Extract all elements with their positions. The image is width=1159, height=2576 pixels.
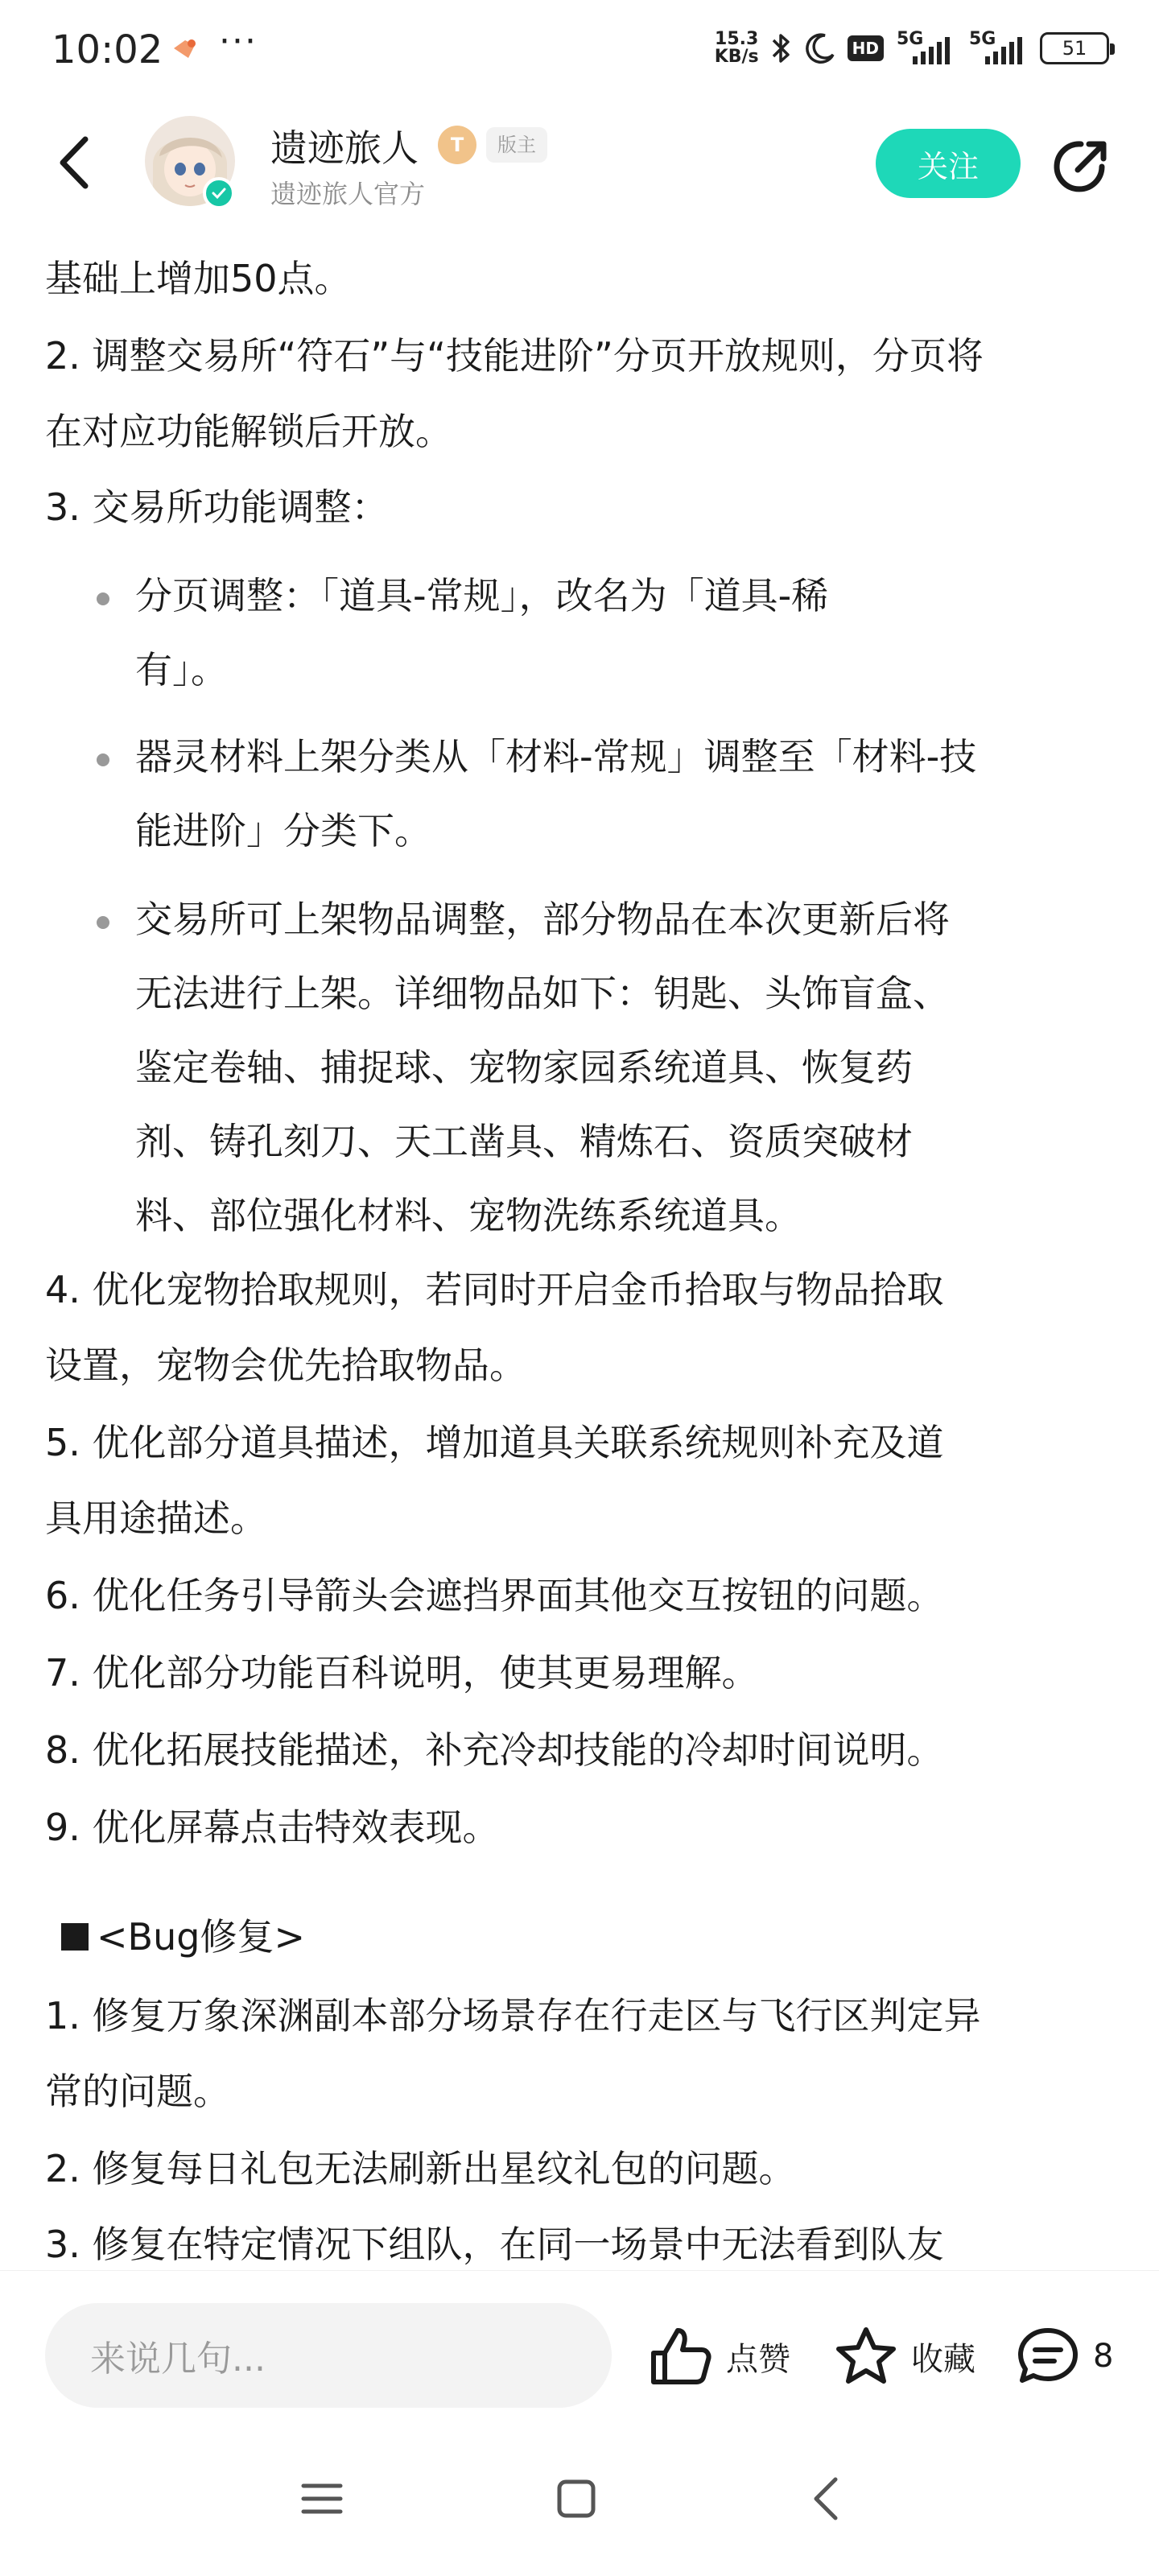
system-navigation-bar — [0, 2415, 1159, 2576]
nav-home-button[interactable] — [536, 2458, 617, 2539]
bluetooth-icon — [770, 31, 793, 66]
nav-menu-button[interactable] — [282, 2458, 362, 2539]
bullet-line: 鉴定卷轴、捕捉球、宠物家园系统道具、恢复药 — [135, 1046, 913, 1089]
body-line: 2. 修复每日礼包无法刷新出星纹礼包的问题。 — [45, 2147, 796, 2190]
section-square-icon — [61, 1923, 89, 1951]
body-line: 设置，宠物会优先拾取物品。 — [45, 1344, 526, 1387]
level-badge: T — [438, 126, 476, 164]
battery-level: 51 — [1062, 37, 1087, 60]
body-line: 常的问题。 — [45, 2070, 230, 2113]
status-time: 10:02 — [52, 27, 163, 72]
star-icon — [834, 2325, 898, 2388]
post-action-bar — [0, 2270, 1159, 2407]
network-speed-value: 15.3 — [715, 29, 759, 49]
signal-5g-2 — [967, 29, 1029, 68]
body-line: 9. 优化屏幕点击特效表现。 — [45, 1806, 500, 1849]
body-line: 6. 优化任务引导箭头会遮挡界面其他交互按钮的问题。 — [45, 1574, 944, 1617]
follow-button[interactable]: 关注 — [876, 129, 1021, 198]
share-icon — [1049, 134, 1113, 199]
moderator-badge: 版主 — [486, 127, 547, 163]
share-button[interactable] — [1046, 132, 1116, 201]
body-line: 3. 修复在特定情况下组队，在同一场景中无法看到队友 — [45, 2223, 944, 2266]
bullet-line: 交易所可上架物品调整，部分物品在本次更新后将 — [135, 898, 950, 941]
like-icon — [649, 2326, 713, 2387]
author-name[interactable]: 遗迹旅人 — [270, 126, 419, 170]
back-arrow-icon — [56, 134, 92, 191]
signal-bars-icon — [913, 37, 950, 64]
status-right-cluster — [715, 24, 1109, 72]
bullet-line: 分页调整：「道具-常规」，改名为「道具-稀 — [135, 574, 829, 617]
bug-section-title: <Bug修复> — [97, 1915, 305, 1959]
signal-bars-icon — [985, 37, 1022, 64]
bullet-line: 有」。 — [135, 648, 228, 691]
bullet-line: 剂、铸孔刻刀、天工凿具、精炼石、资质突破材 — [135, 1120, 913, 1163]
favorite-label: 收藏 — [911, 2340, 975, 2378]
nav-back-icon — [810, 2476, 842, 2521]
hd-voice-badge: HD — [848, 35, 884, 61]
like-button[interactable] — [649, 2316, 790, 2396]
body-line: 7. 优化部分功能百科说明，使其更易理解。 — [45, 1651, 759, 1695]
verified-badge-icon — [203, 177, 235, 209]
bullet-line: 料、部位强化材料、宠物洗练系统道具。 — [135, 1194, 802, 1237]
body-line: 5. 优化部分道具描述，增加道具关联系统规则补充及道 — [45, 1421, 944, 1464]
body-line: 8. 优化拓展技能描述，补充冷却技能的冷却时间说明。 — [45, 1728, 944, 1772]
body-line: 3. 交易所功能调整： — [45, 485, 389, 529]
bullet-dot — [97, 916, 109, 929]
signal-5g-1 — [895, 29, 956, 68]
body-line: 在对应功能解锁后开放。 — [45, 410, 452, 453]
bullet-dot — [97, 753, 109, 766]
home-icon — [556, 2479, 596, 2519]
battery-icon — [1040, 32, 1109, 64]
back-button[interactable] — [42, 130, 106, 195]
network-speed-unit: KB/s — [714, 47, 759, 67]
body-line: 具用途描述。 — [45, 1496, 267, 1540]
status-bar — [0, 0, 1159, 97]
body-line: 基础上增加50点。 — [45, 257, 352, 300]
comment-input[interactable]: 来说几句... — [45, 2303, 612, 2408]
do-not-disturb-moon-icon — [804, 32, 836, 64]
like-label: 点赞 — [726, 2340, 790, 2378]
network-speed — [715, 31, 759, 66]
bullet-line: 无法进行上架。详细物品如下：钥匙、头饰盲盒、 — [135, 972, 950, 1015]
comments-button[interactable] — [1016, 2316, 1113, 2396]
body-line: 2. 调整交易所“符石”与“技能进阶”分页开放规则，分页将 — [45, 334, 984, 378]
bug-section-heading — [61, 1913, 305, 1961]
signal-5g-2-label: 5G — [969, 29, 996, 49]
menu-icon — [300, 2481, 344, 2516]
bullet-dot — [97, 592, 109, 605]
comment-icon — [1016, 2326, 1080, 2387]
author-subtitle: 遗迹旅人官方 — [270, 179, 426, 209]
app-notification-icon — [171, 35, 200, 61]
body-line: 4. 优化宠物拾取规则，若同时开启金币拾取与物品拾取 — [45, 1268, 944, 1311]
bullet-line: 能进阶」分类下。 — [135, 809, 431, 852]
nav-back-button[interactable] — [786, 2458, 866, 2539]
favorite-button[interactable] — [834, 2316, 975, 2396]
status-more-dots: ··· — [219, 21, 258, 62]
post-header — [0, 97, 1159, 232]
comment-count: 8 — [1093, 2338, 1114, 2375]
signal-5g-1-label: 5G — [897, 29, 924, 49]
post-body — [0, 242, 1159, 2270]
body-line: 1. 修复万象深渊副本部分场景存在行走区与飞行区判定异 — [45, 1994, 981, 2037]
bullet-line: 器灵材料上架分类从「材料-常规」调整至「材料-技 — [135, 735, 977, 778]
